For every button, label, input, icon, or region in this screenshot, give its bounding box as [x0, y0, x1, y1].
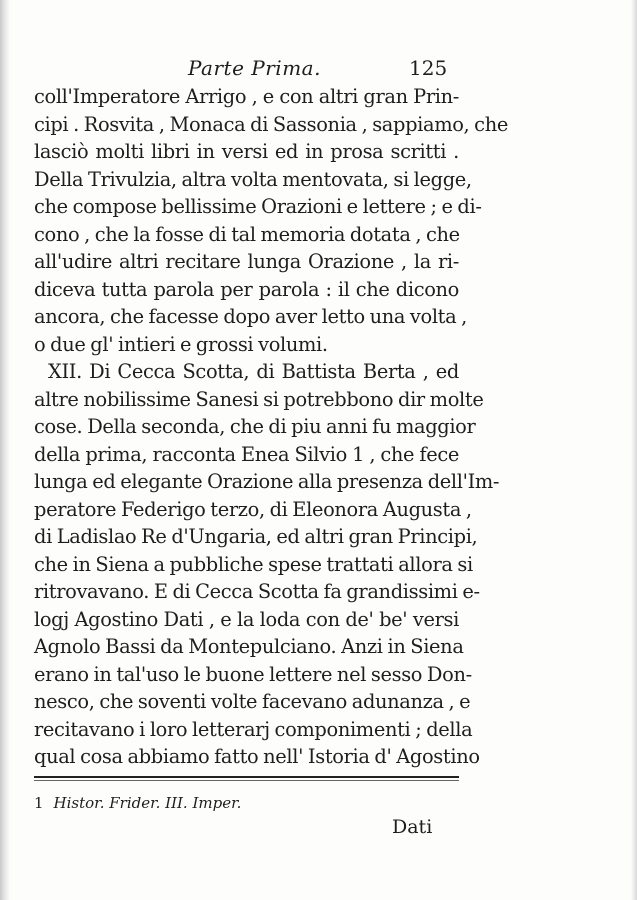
page-gutter-shadow — [0, 0, 10, 900]
text-line: cono , che la fosse di tal memoria dotata , che — [34, 222, 460, 246]
text-line: ritrovavano. E di Cecca Scotta fa grandissimi e- — [34, 580, 480, 603]
running-head: Parte Prima. — [188, 56, 321, 80]
text-line: ancora, che facesse dopo aver letto una volta , — [34, 305, 467, 328]
text-line: recitavano i loro letterarj componimenti ; della — [34, 717, 473, 741]
text-line: che compose bellissime Orazioni e lettere ; e di- — [34, 195, 482, 218]
text-line: altre nobilissime Sanesi si potrebbono dir molte — [34, 387, 484, 411]
text-line: logj Agostino Dati , e la loda con de' be' versi — [34, 607, 459, 631]
text-line: erano in tal'uso le buone lettere nel sesso Don- — [34, 662, 472, 686]
footnote — [34, 794, 241, 812]
text-line: coll'Imperatore Arrigo , e con altri gran Prin- — [34, 85, 459, 108]
footnote-rule-secondary — [34, 780, 459, 781]
footnote-rule — [34, 776, 459, 778]
text-line: che in Siena a pubbliche spese trattati allora si — [34, 552, 473, 576]
text-line: di Ladislao Re d'Ungaria, ed altri gran Principi, — [34, 525, 478, 548]
text-line: della prima, racconta Enea Silvio 1 , che fece — [34, 442, 459, 466]
text-line: lunga ed elegante Orazione alla presenza dell'Im- — [34, 470, 500, 493]
footnote-number: 1 — [34, 794, 44, 812]
catchword: Dati — [392, 816, 433, 838]
page-number: 125 — [409, 56, 448, 80]
text-line: all'udire altri recitare lunga Orazione , la ri- — [34, 250, 459, 273]
text-line: Agnolo Bassi da Montepulciano. Anzi in Siena — [34, 635, 464, 658]
text-line: diceva tutta parola per parola : il che dicono — [34, 277, 459, 301]
text-line: peratore Federigo terzo, di Eleonora Augusta , — [34, 497, 472, 521]
footnote-text: Histor. Frider. III. Imper. — [53, 794, 242, 812]
text-line: cose. Della seconda, che di piu anni fu maggior — [34, 415, 476, 438]
text-line: lasciò molti libri in versi ed in prosa scritti . — [34, 140, 459, 163]
text-line: o due gl' intieri e grossi volumi. — [34, 332, 328, 356]
text-line: cipi . Rosvita , Monaca di Sassonia , sappiamo, che — [34, 112, 508, 136]
text-line: nesco, che soventi volte facevano adunanza , e — [34, 690, 471, 713]
text-line: qual cosa abbiamo fatto nell' Istoria d' Agostino — [34, 745, 480, 768]
text-line: XII. Di Cecca Scotta, di Battista Berta , ed — [48, 360, 459, 383]
text-line: Della Trivulzia, altra volta mentovata, si legge, — [34, 167, 472, 191]
page-edge-shadow — [631, 0, 637, 900]
body-text — [34, 83, 508, 771]
